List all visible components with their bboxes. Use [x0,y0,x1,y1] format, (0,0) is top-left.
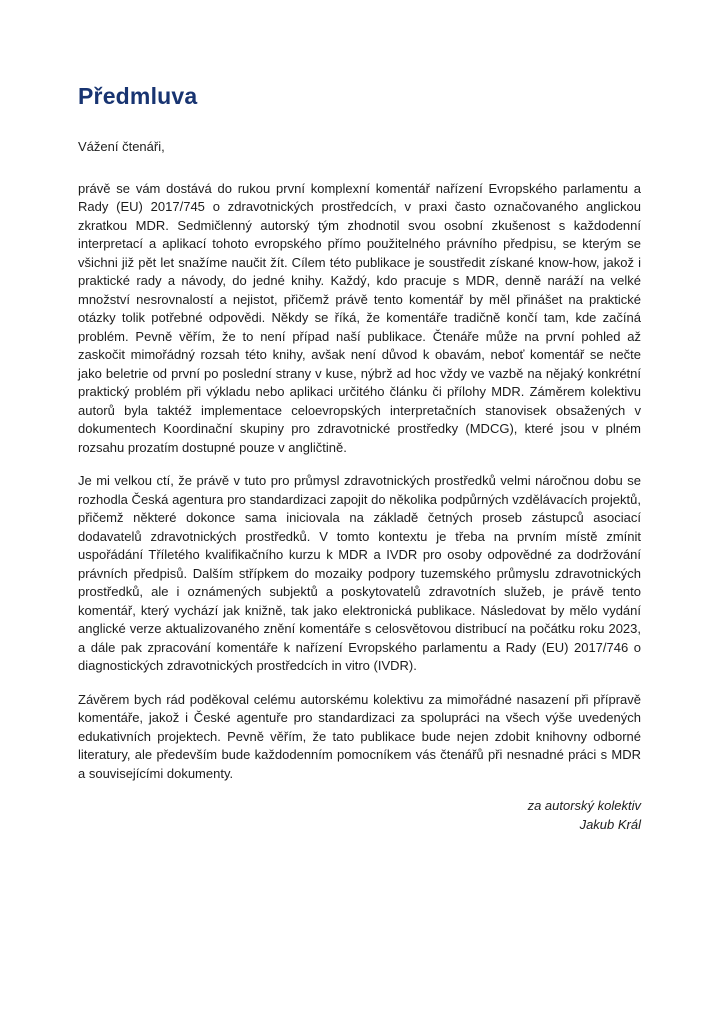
salutation: Vážení čtenáři, [78,139,165,155]
paragraph-3: Závěrem bych rád poděkoval celému autorskému kolektivu za mimořádné nasazení při přípravě komentáře, jakož i České agentuře pro standardizaci za spolupráci na všech výše uvedených edukativních projektech. Pevně věřím, že tato publikace bude nejen zdobit knihovny odborné literatury, ale především bude každodenním pomocníkem vás čtenářů při nesnadné práci s MDR a souvisejícími dokumenty. [78,691,641,781]
page-title: Předmluva [78,83,198,109]
signature-role: za autorský kolektiv [527,798,641,814]
paragraph-1: právě se vám dostává do rukou první komplexní komentář nařízení Evropského parlamentu a Rady (EU) 2017/745 o zdravotnických prostředcích, v praxi často označovaného anglickou zkratkou MDR. Sedmičlenný autorský tým zhodnotil svou osobní zkušenost s každodenní interpretací a aplikací tohoto evropského přímo použitelného právního předpisu, se kterým se všichni již pět let snažíme naučit žít. Cílem této publikace je soustředit získané know-how, jakož i praktické rady a návody, do jedné knihy. Každý, kdo pracuje s MDR, denně naráží na velké množství nesrovnalostí a nejistot, přičemž právě tento komentář by měl přinášet na praktické otázky tolik potřebné odpovědi. Někdy se říká, že komentáře tradičně končí tam, kde začíná problém. Pevně věřím, že to není případ naší publikace. Čtenáře může na první pohled až zaskočit mimořádný rozsah této knihy, avšak není důvod k obavám, neboť komentář se nečte jako beletrie od první po poslední strany v kuse, nýbrž ad hoc vždy ve vazbě na nějaký konkrétní praktický problém při výkladu nebo aplikaci určitého článku či přílohy MDR. Záměrem kolektivu autorů byla taktéž implementace celoevropských interpretačních stanovisek obsažených v dokumentech Koordinační skupiny pro zdravotnické prostředky (MDCG), které jsou v plném rozsahu prozatím dostupné pouze v angličtině. [78,180,641,455]
signature-block [78,797,641,834]
signature-name: Jakub Král [579,816,641,832]
paragraph-2: Je mi velkou ctí, že právě v tuto pro průmysl zdravotnických prostředků velmi náročnou dobu se rozhodla Česká agentura pro standardizaci zapojit do několika podpůrných vzdělávacích projektů, přičemž některé dokonce sama iniciovala na základě četných proseb zástupců asociací dodavatelů zdravotnických prostředků. V tomto kontextu je třeba na prvním místě zmínit uspořádání Tříletého kvalifikačního kurzu k MDR a IVDR pro osoby odpovědné za dodržování právních předpisů. Dalším střípkem do mozaiky podpory tuzemského průmyslu zdravotnických prostředků, ale i oznámených subjektů a poskytovatelů zdravotních služeb, je právě tento komentář, který vychází jak knižně, tak jako elektronická publikace. Následovat by mělo vydání anglické verze aktualizovaného znění komentáře s celosvětovou distribucí na počátku roku 2023, a dále pak zpracování komentáře k nařízení Evropského parlamentu a Rady (EU) 2017/746 o diagnostických zdravotnických prostředcích in vitro (IVDR). [78,473,641,674]
